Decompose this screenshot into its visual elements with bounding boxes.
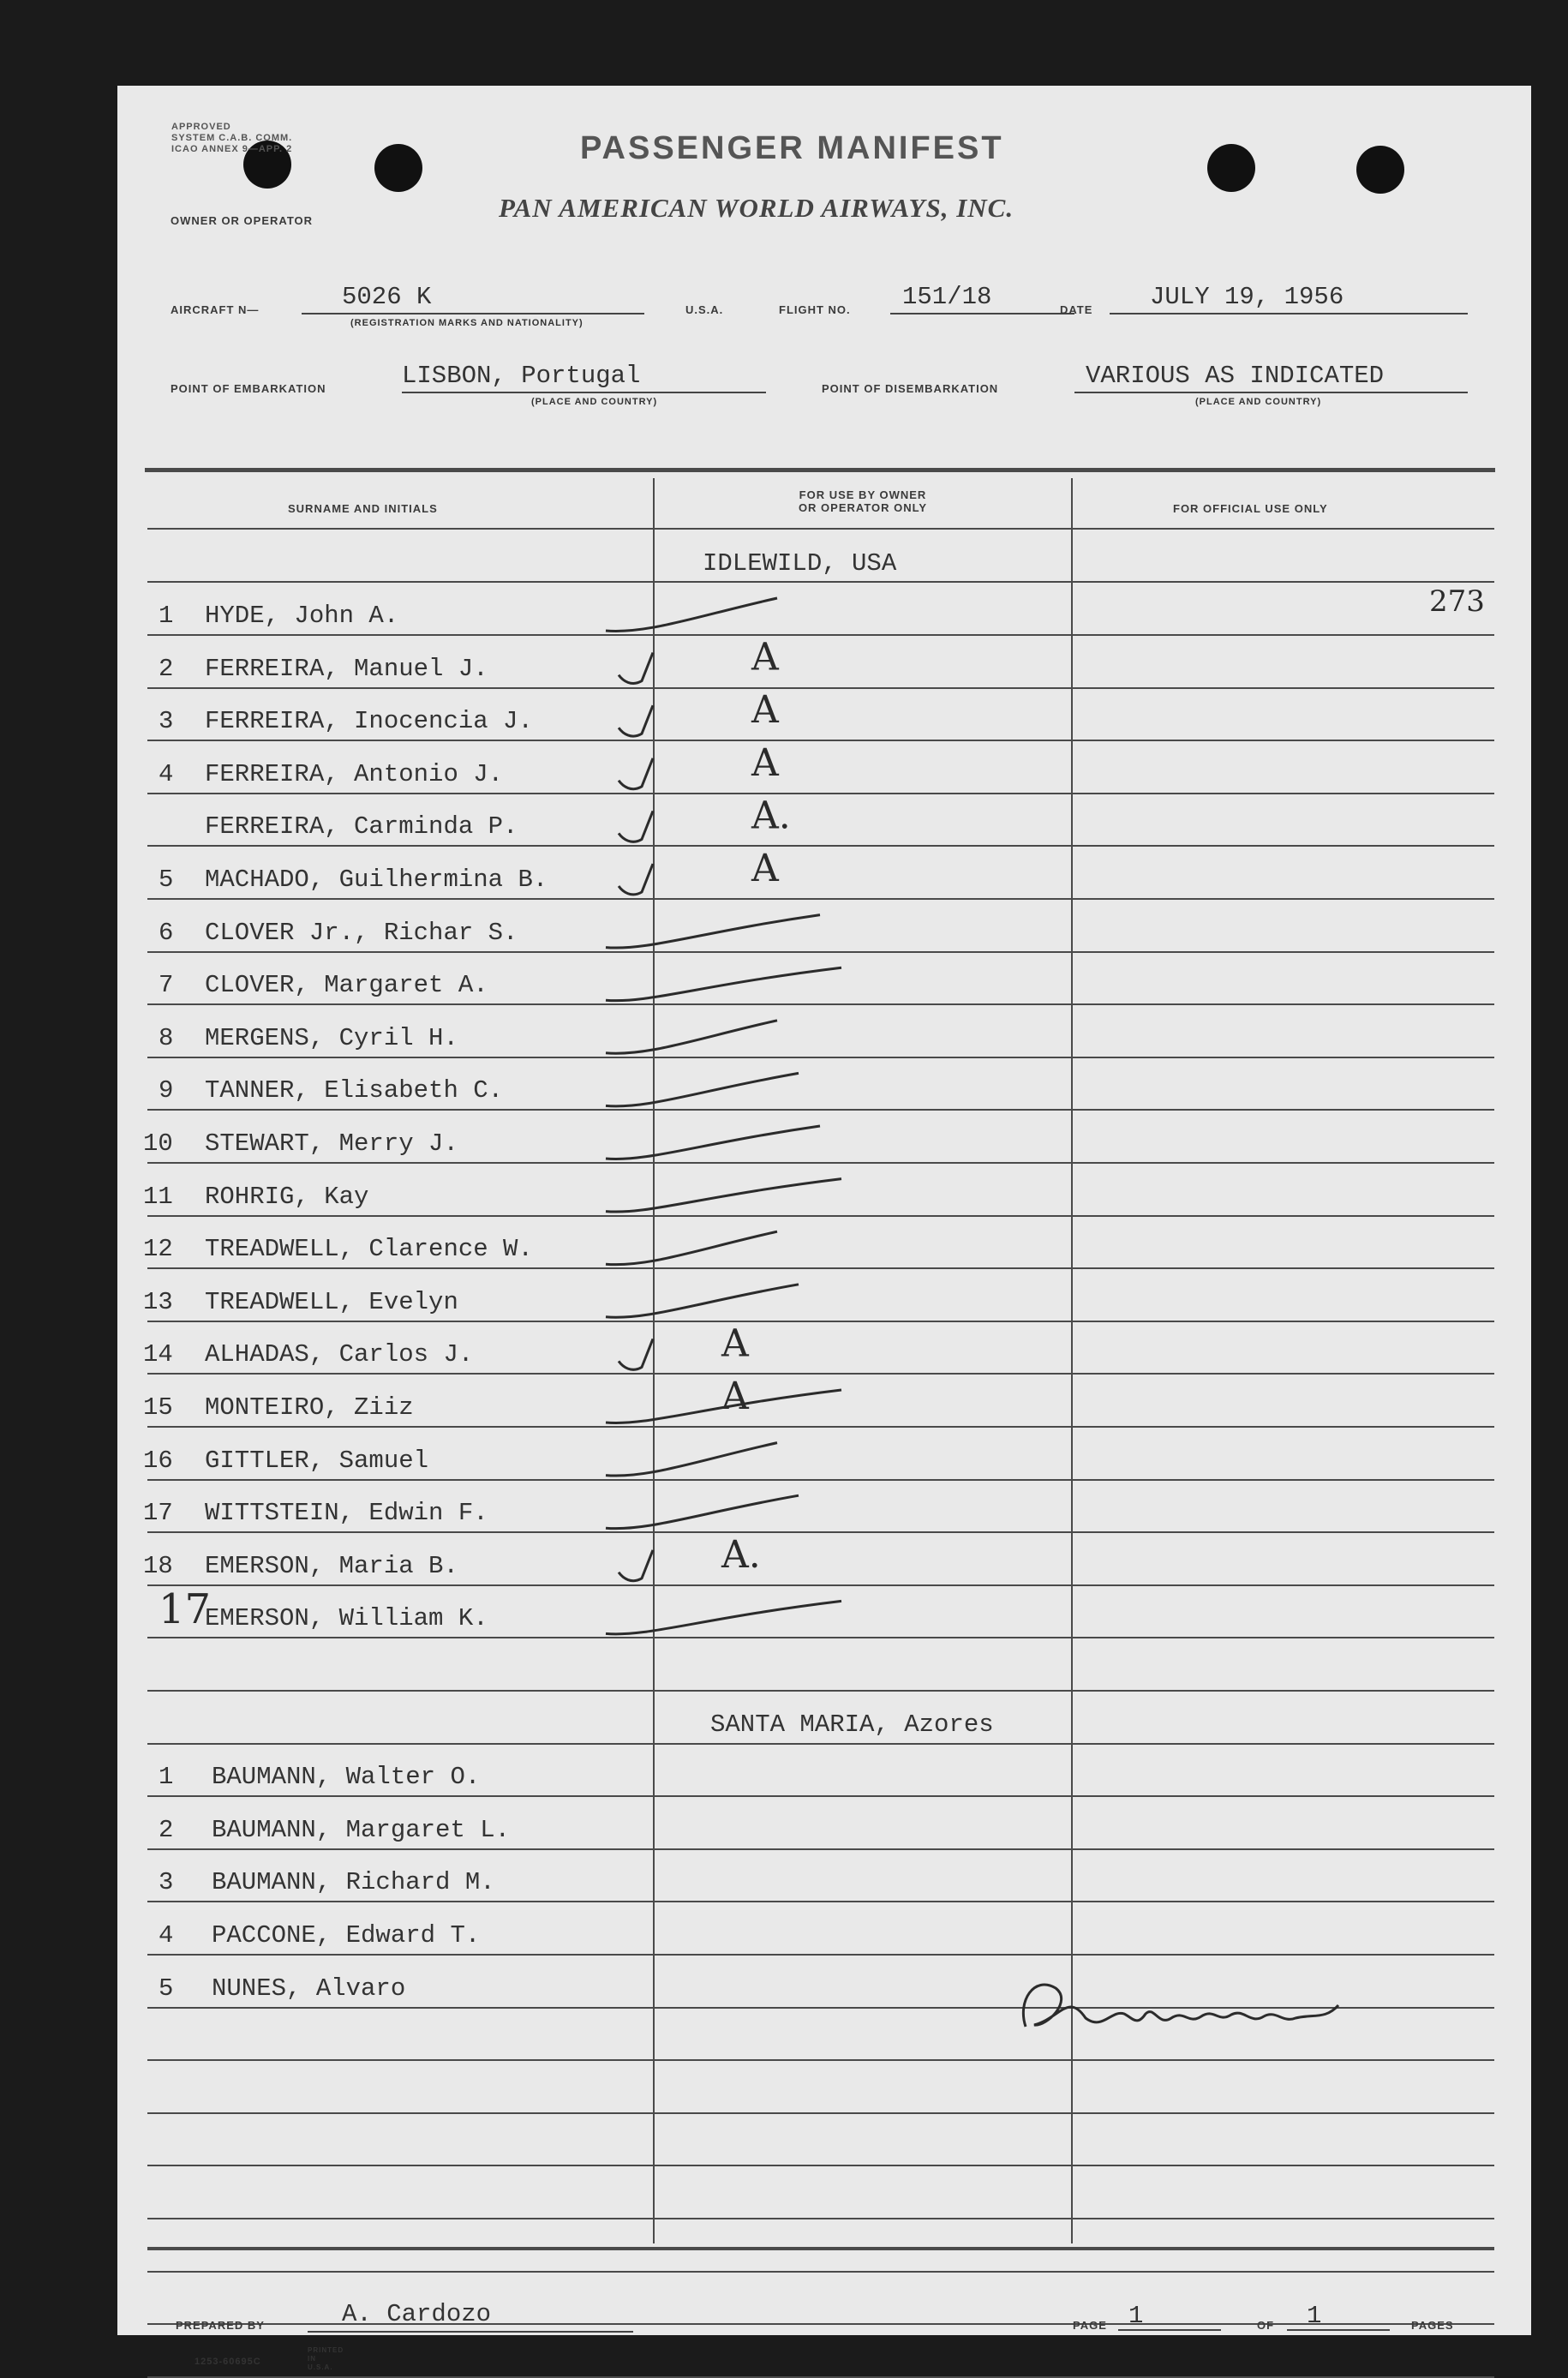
approval-line: ICAO ANNEX 9—APP. 2 <box>171 144 293 154</box>
passenger-name: CLOVER Jr., Richar S. <box>205 919 518 947</box>
column-header-surname: SURNAME AND INITIALS <box>288 502 438 515</box>
passenger-number: 3 <box>159 1868 174 1896</box>
check-mark <box>619 1550 653 1581</box>
disembarkation-caption: (PLACE AND COUNTRY) <box>1195 397 1322 407</box>
passenger-name: ALHADAS, Carlos J. <box>205 1340 474 1369</box>
passenger-name: FERREIRA, Inocencia J. <box>205 707 533 735</box>
check-mark <box>606 915 820 948</box>
section-idlewild: IDLEWILD, USA <box>703 549 897 578</box>
passenger-number: 3 <box>159 707 174 735</box>
passenger-number: 9 <box>159 1076 174 1105</box>
embarkation-place: LISBON, Portugal <box>402 362 641 390</box>
passenger-number: 2 <box>159 655 174 683</box>
check-mark <box>619 653 653 684</box>
form-number: 1253-60695C <box>195 2357 261 2367</box>
passenger-number: 11 <box>143 1183 173 1211</box>
passenger-name: MONTEIRO, Ziiz <box>205 1393 414 1422</box>
a-mark: A. <box>721 1532 761 1577</box>
passenger-name: ROHRIG, Kay <box>205 1183 369 1211</box>
passenger-name: BAUMANN, Margaret L. <box>212 1816 511 1844</box>
official-number: 273 <box>1429 584 1485 619</box>
a-mark: A <box>751 847 779 890</box>
passenger-name: MACHADO, Guilhermina B. <box>205 866 548 894</box>
passenger-number: 18 <box>143 1552 173 1580</box>
check-mark <box>606 1126 820 1159</box>
passenger-name: STEWART, Merry J. <box>205 1129 458 1158</box>
passenger-name: GITTLER, Samuel <box>205 1447 429 1475</box>
prepared-by-label: PREPARED BY <box>176 2319 265 2332</box>
date-label: DATE <box>1060 303 1093 316</box>
owner-operator-label: OWNER OR OPERATOR <box>171 214 314 227</box>
check-mark <box>606 1443 777 1476</box>
passenger-number: 1 <box>159 1763 174 1791</box>
passenger-name: TANNER, Elisabeth C. <box>205 1076 504 1105</box>
handwritten-row-number: 17 <box>159 1585 212 1633</box>
manifest-sheet <box>117 86 1531 2371</box>
a-mark: A. <box>751 794 791 838</box>
passenger-name: FERREIRA, Manuel J. <box>205 655 488 683</box>
approval-line: SYSTEM C.A.B. COMM. <box>171 133 293 143</box>
passenger-number: 1 <box>159 602 174 630</box>
page-number: 1 <box>1128 2302 1144 2330</box>
flight-date: JULY 19, 1956 <box>1150 283 1344 311</box>
page-total: 1 <box>1307 2302 1322 2330</box>
column-header-official-use: FOR OFFICIAL USE ONLY <box>1173 502 1328 515</box>
passenger-name: EMERSON, Maria B. <box>205 1552 458 1580</box>
form-title: PASSENGER MANIFEST <box>580 130 1004 166</box>
section-santa-maria: SANTA MARIA, Azores <box>710 1710 994 1739</box>
check-mark <box>606 1073 799 1105</box>
check-mark <box>619 705 653 736</box>
a-mark: A <box>751 688 779 733</box>
passenger-name: BAUMANN, Richard M. <box>212 1868 495 1896</box>
a-mark: A <box>751 740 779 785</box>
registration-caption: (REGISTRATION MARKS AND NATIONALITY) <box>350 318 584 328</box>
check-mark <box>619 864 653 895</box>
passenger-name: BAUMANN, Walter O. <box>212 1763 481 1791</box>
a-mark: A <box>721 1321 749 1366</box>
passenger-number: 6 <box>159 919 174 947</box>
passenger-number: 10 <box>143 1129 173 1158</box>
printed-in-usa: PRINTED IN U.S.A. <box>308 2346 344 2371</box>
check-mark <box>606 1495 799 1528</box>
passenger-number: 5 <box>159 866 174 894</box>
check-mark <box>606 1285 799 1317</box>
passenger-name: PACCONE, Edward T. <box>212 1921 481 1950</box>
passenger-number: 2 <box>159 1816 174 1844</box>
passenger-name: TREADWELL, Clarence W. <box>205 1235 533 1263</box>
passenger-name: HYDE, John A. <box>205 602 399 630</box>
approval-line: APPROVED <box>171 122 231 132</box>
passenger-number: 8 <box>159 1024 174 1052</box>
flight-label: FLIGHT NO. <box>779 303 851 316</box>
passenger-number: 14 <box>143 1340 173 1369</box>
passenger-name: FERREIRA, Antonio J. <box>205 760 504 788</box>
check-mark <box>606 967 841 1000</box>
prepared-by-name: A. Cardozo <box>342 2300 492 2328</box>
signature-text: A Anderson <box>1034 2037 1039 2038</box>
passenger-name: FERREIRA, Carminda P. <box>205 812 518 841</box>
aircraft-registration: 5026 K <box>342 283 432 311</box>
check-mark <box>619 758 653 789</box>
passenger-name: EMERSON, William K. <box>205 1604 488 1632</box>
passenger-number: 17 <box>143 1499 173 1527</box>
passenger-name: TREADWELL, Evelyn <box>205 1288 458 1316</box>
passenger-name: WITTSTEIN, Edwin F. <box>205 1499 488 1527</box>
passenger-number: 13 <box>143 1288 173 1316</box>
passenger-number: 5 <box>159 1974 174 2003</box>
check-mark <box>619 811 653 842</box>
passenger-number: 7 <box>159 971 174 999</box>
check-mark <box>606 1231 777 1264</box>
check-mark <box>606 1601 841 1633</box>
a-mark: A <box>721 1375 749 1418</box>
page-label: PAGE <box>1073 2319 1107 2332</box>
passenger-number: 15 <box>143 1393 173 1422</box>
embarkation-label: POINT OF EMBARKATION <box>171 382 326 395</box>
passenger-number: 4 <box>159 760 174 788</box>
embarkation-caption: (PLACE AND COUNTRY) <box>531 397 658 407</box>
aircraft-label: AIRCRAFT N— <box>171 303 260 316</box>
check-mark <box>606 1179 841 1212</box>
check-mark <box>606 598 777 631</box>
usa-label: U.S.A. <box>685 303 724 316</box>
flight-number: 151/18 <box>902 283 992 311</box>
passenger-name: MERGENS, Cyril H. <box>205 1024 458 1052</box>
check-mark <box>606 1021 777 1053</box>
passenger-number: 4 <box>159 1921 174 1950</box>
check-mark <box>619 1339 653 1369</box>
passenger-number: 16 <box>143 1447 173 1475</box>
airline-name: PAN AMERICAN WORLD AIRWAYS, INC. <box>499 193 1014 223</box>
passenger-name: NUNES, Alvaro <box>212 1974 406 2003</box>
passenger-number: 12 <box>143 1235 173 1263</box>
disembarkation-place: VARIOUS AS INDICATED <box>1086 362 1385 390</box>
a-mark: A <box>751 635 779 680</box>
of-label: OF <box>1257 2319 1275 2332</box>
signature <box>1008 1967 1368 2044</box>
header-line: FOR USE BY OWNER <box>799 488 927 501</box>
disembarkation-label: POINT OF DISEMBARKATION <box>822 382 999 395</box>
pages-label: PAGES <box>1411 2319 1454 2332</box>
header-line: OR OPERATOR ONLY <box>798 501 928 514</box>
passenger-name: CLOVER, Margaret A. <box>205 971 488 999</box>
